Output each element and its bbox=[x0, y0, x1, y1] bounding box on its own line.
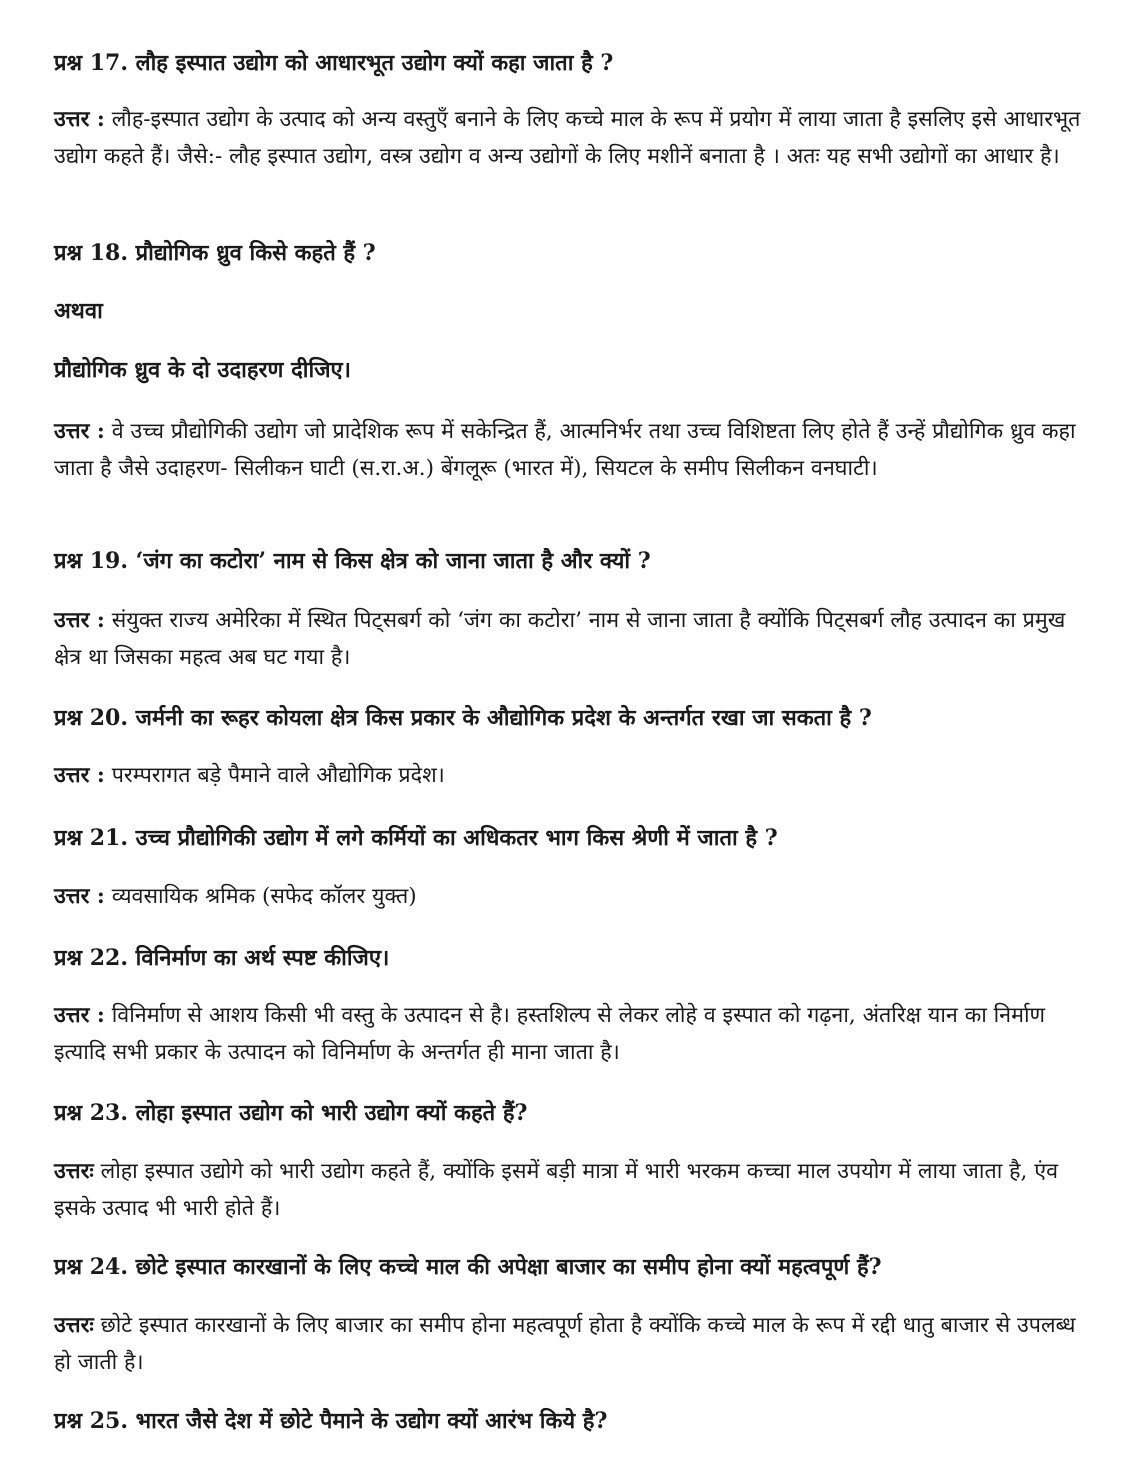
answer-20 bbox=[54, 757, 1084, 794]
answer-text: वे उच्च प्रौद्योगिकी उद्योग जो प्रादेशिक रूप में सकेन्द्रित हैं, आत्मनिर्भर तथा उच्च विशिष्टता लिए होते हैं उन्हें प्रौद्योगिक ध्रुव कहा जाता है जैसे उदाहरण- सिलीकन घाटी (स.रा.अ.) बेंगलूरू (भारत में), सियटल के समीप सिलीकन वनघाटी। bbox=[54, 419, 1076, 481]
answer-18 bbox=[54, 413, 1084, 487]
question-25: प्रश्न 25. भारत जैसे देश में छोटे पैमाने के उद्योग क्यों आरंभ किये है? bbox=[54, 1408, 608, 1434]
answer-text: विनिर्माण से आशय किसी भी वस्तु के उत्पादन से है। हस्तशिल्प से लेकर लोहे व इस्पात को गढ़ना, अंतरिक्ष यान का निर्माण इत्यादि सभी प्रकार के उत्पादन को विनिर्माण के अन्तर्गत ही माना जाता है। bbox=[54, 1003, 1046, 1065]
question-23: प्रश्न 23. लोहा इस्पात उद्योग को भारी उद्योग क्यों कहते हैं? bbox=[54, 1100, 528, 1126]
answer-text: छोटे इस्पात कारखानों के लिए बाजार का समीप होना महत्वपूर्ण होता है क्योंकि कच्चे माल के रूप में रद्दी धातु बाजार से उपलब्ध हो जाती है। bbox=[54, 1313, 1076, 1375]
question-20: प्रश्न 20. जर्मनी का रूहर कोयला क्षेत्र किस प्रकार के औद्योगिक प्रदेश के अन्तर्गत रखा जा सकता है ? bbox=[54, 705, 872, 731]
answer-label: उत्तर : bbox=[54, 884, 105, 909]
separator-athva: अथवा bbox=[54, 298, 103, 324]
answer-19 bbox=[54, 602, 1084, 676]
question-19: प्रश्न 19. ‘जंग का कटोरा’ नाम से किस क्षेत्र को जाना जाता है और क्यों ? bbox=[54, 548, 651, 574]
answer-21 bbox=[54, 878, 1084, 915]
answer-label: उत्तर : bbox=[54, 608, 105, 633]
answer-text: लोहा इस्पात उद्योगे को भारी उद्योग कहते हैं, क्योंकि इसमें बड़ी मात्रा में भारी भरकम कच्चा माल उपयोग में लाया जाता है, एंव इसके उत्पाद भी भारी होते हैं। bbox=[54, 1159, 1059, 1221]
answer-text: परम्परागत बड़े पैमाने वाले औद्योगिक प्रदेश। bbox=[111, 763, 445, 788]
answer-text: संयुक्त राज्य अमेरिका में स्थित पिट्सबर्ग को ‘जंग का कटोरा’ नाम से जाना जाता है क्योंकि पिट्सबर्ग लौह उत्पादन का प्रमुख क्षेत्र था जिसका महत्व अब घट गया है। bbox=[54, 608, 1066, 670]
answer-text: लौह-इस्पात उद्योग के उत्पाद को अन्य वस्तुएँ बनाने के लिए कच्चे माल के रूप में प्रयोग में लाया जाता है इसलिए इसे आधारभूत उद्योग कहते हैं। जैसे:- लौह इस्पात उद्योग, वस्त्र उद्योग व अन्य उद्योगों के लिए मशीनें बनाता है । अतः यह सभी उद्योगों का आधार है। bbox=[54, 107, 1081, 169]
answer-17 bbox=[54, 101, 1084, 175]
answer-label: उत्तरः bbox=[54, 1159, 94, 1184]
question-18: प्रश्न 18. प्रौद्योगिक ध्रुव किसे कहते हैं ? bbox=[54, 240, 376, 266]
question-21: प्रश्न 21. उच्च प्रौद्योगिकी उद्योग में लगे कर्मियों का अधिकतर भाग किस श्रेणी में जाता है ? bbox=[54, 825, 778, 851]
answer-23 bbox=[54, 1153, 1084, 1227]
question-18-alt: प्रौद्योगिक ध्रुव के दो उदाहरण दीजिए। bbox=[54, 357, 352, 383]
question-17: प्रश्न 17. लौह इस्पात उद्योग को आधारभूत उद्योग क्यों कहा जाता है ? bbox=[54, 50, 614, 76]
question-22: प्रश्न 22. विनिर्माण का अर्थ स्पष्ट कीजिए। bbox=[54, 945, 390, 971]
answer-label: उत्तर : bbox=[54, 419, 105, 444]
question-24: प्रश्न 24. छोटे इस्पात कारखानों के लिए कच्चे माल की अपेक्षा बाजार का समीप होना क्यों महत्वपूर्ण हैं? bbox=[54, 1254, 882, 1280]
answer-label: उत्तर : bbox=[54, 1003, 105, 1028]
answer-24 bbox=[54, 1307, 1084, 1381]
answer-text: व्यवसायिक श्रमिक (सफेद कॉलर युक्त) bbox=[111, 884, 417, 909]
answer-label: उत्तर : bbox=[54, 107, 105, 132]
answer-22 bbox=[54, 997, 1084, 1071]
answer-label: उत्तरः bbox=[54, 1313, 94, 1338]
answer-label: उत्तर : bbox=[54, 763, 105, 788]
